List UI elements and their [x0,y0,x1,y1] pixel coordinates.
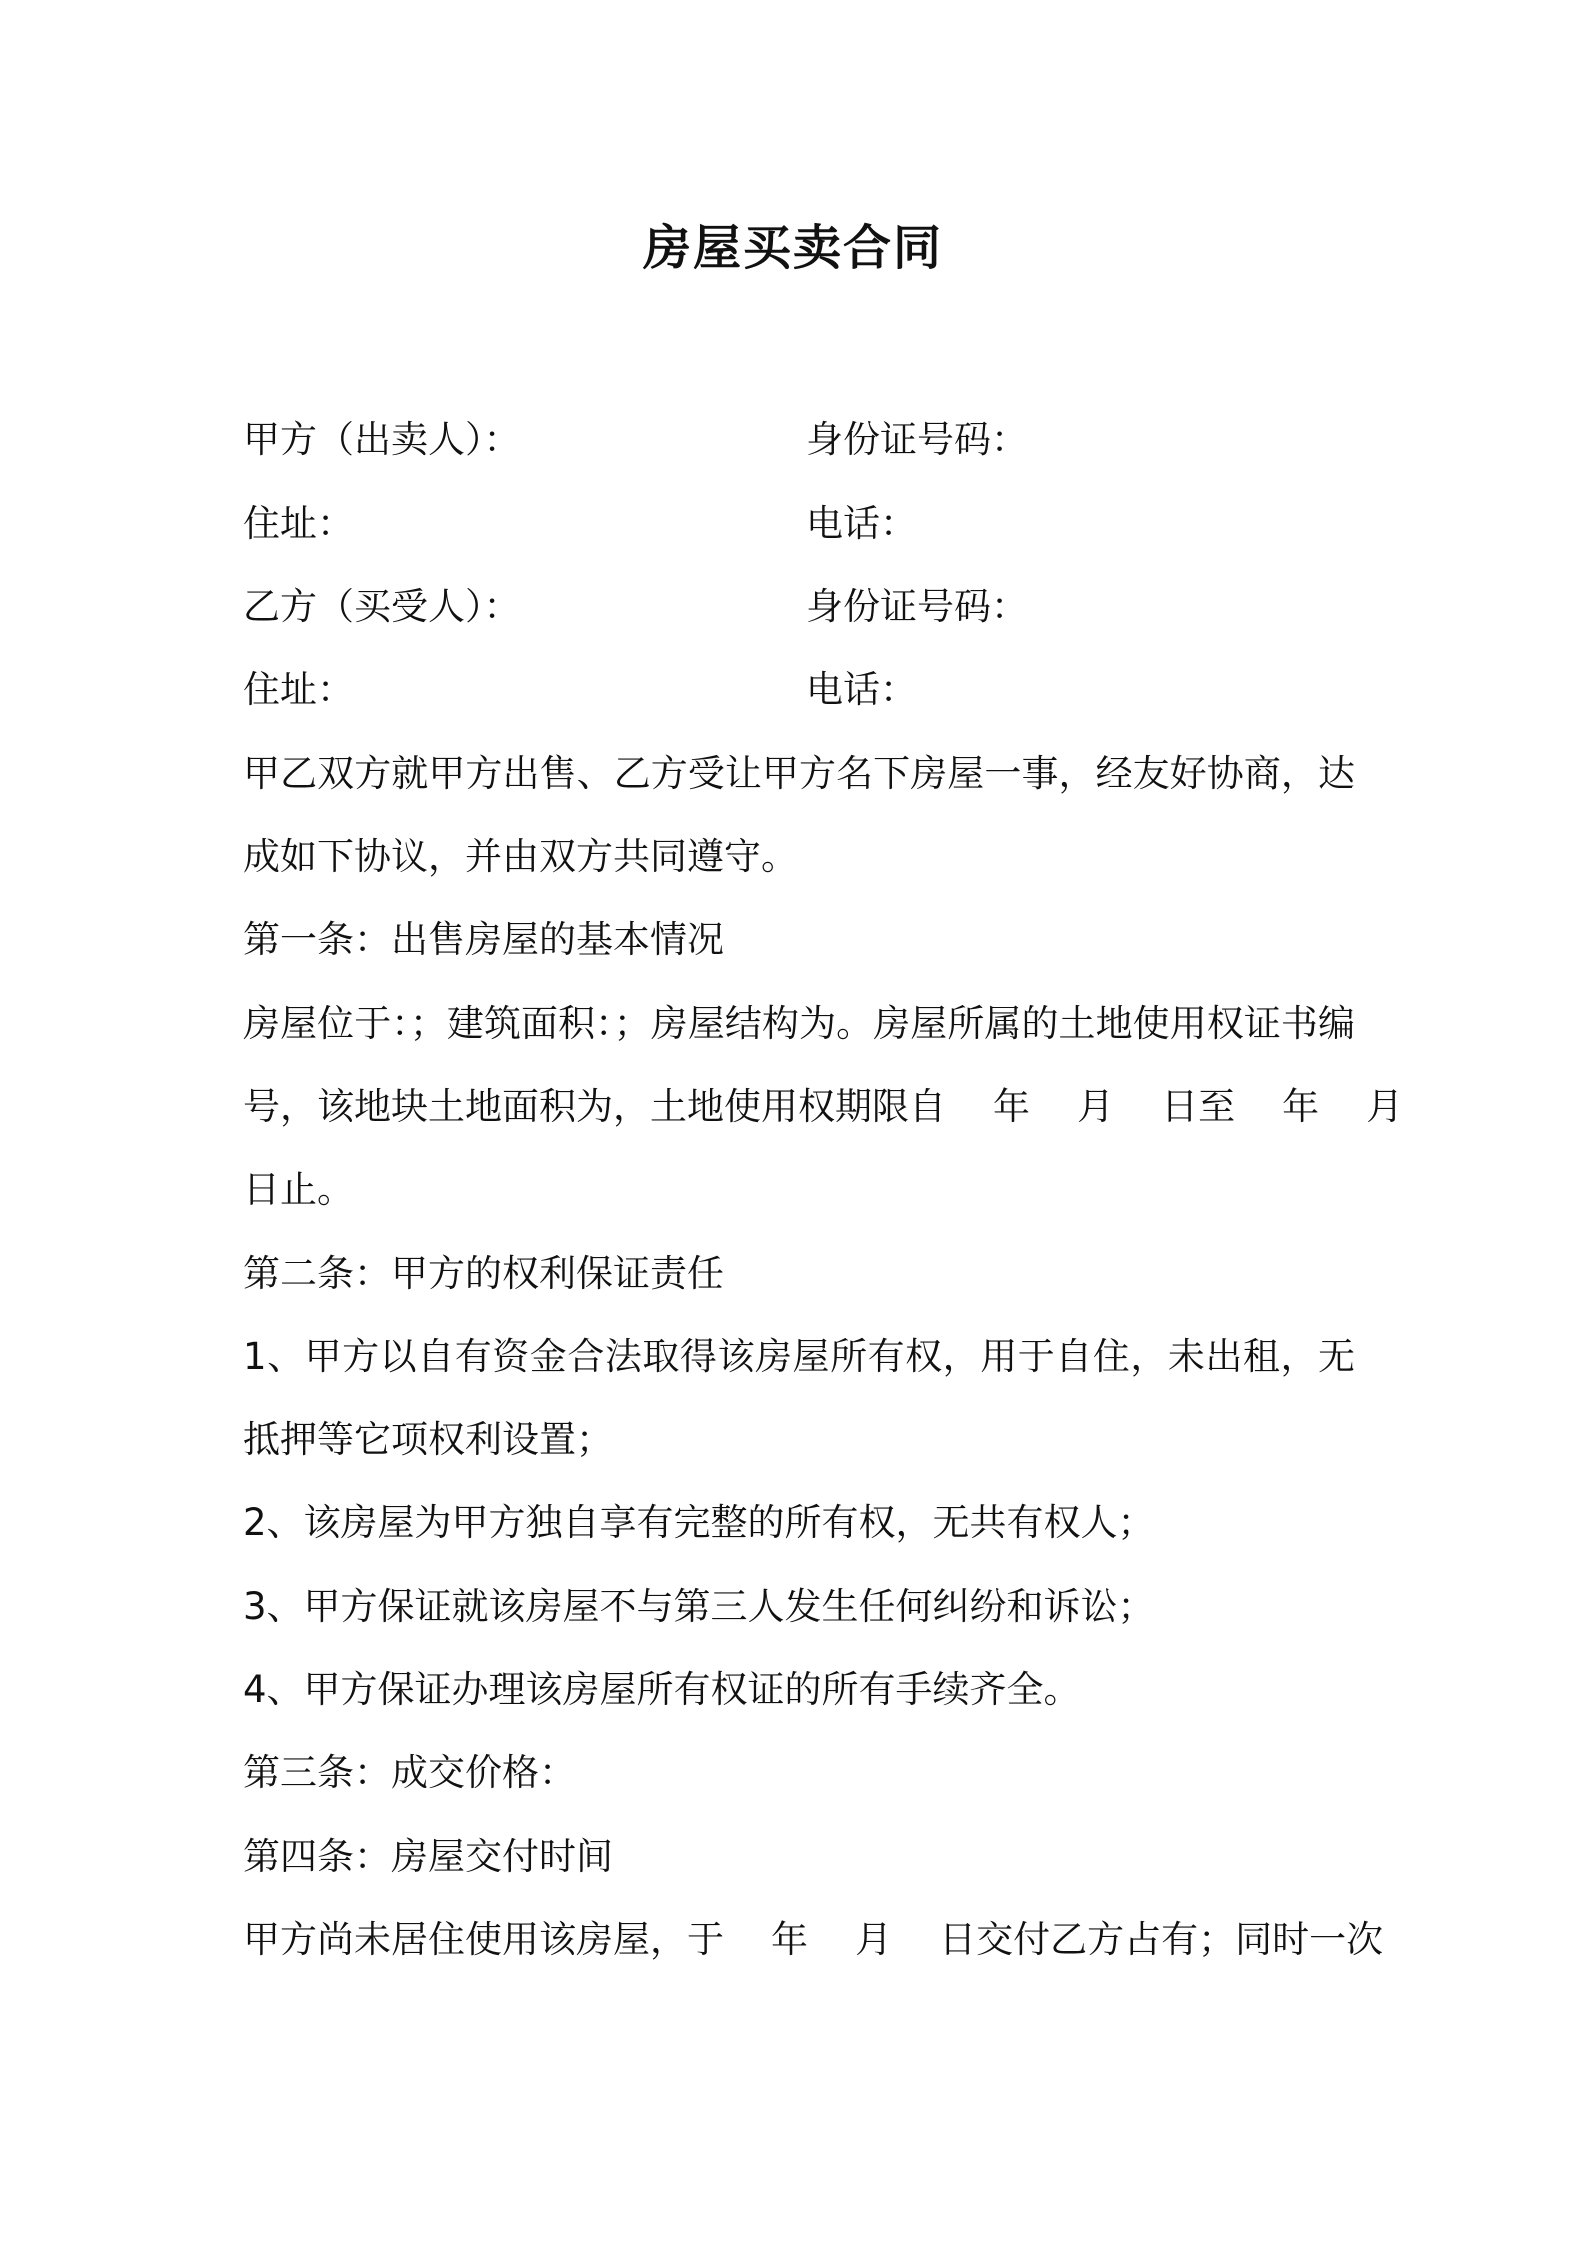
buyer-name-label: 乙方（买受人）： [243,585,521,628]
article-1-text-line: 房屋位于：；建筑面积：；房屋结构为。房屋所属的土地使用权证书编 [243,1002,1355,1045]
document-title: 房屋买卖合同 [642,220,943,276]
article-4-heading: 第四条：房屋交付时间 [243,1835,613,1878]
article-2-item: 3、甲方保证就该房屋不与第三人发生任何纠纷和诉讼； [243,1585,1155,1628]
article-3-heading: 第三条：成交价格： [243,1751,576,1794]
seller-name-label: 甲方（出卖人）： [243,418,521,461]
intro-paragraph-line: 成如下协议，并由双方共同遵守。 [243,835,798,878]
article-2-item: 抵押等它项权利设置； [243,1418,613,1461]
article-1-heading: 第一条：出售房屋的基本情况 [243,918,724,961]
seller-id-label: 身份证号码： [806,418,1028,461]
article-1-text-line: 日止。 [243,1168,354,1211]
buyer-id-label: 身份证号码： [806,585,1028,628]
seller-phone-label: 电话： [806,502,917,545]
article-2-heading: 第二条：甲方的权利保证责任 [243,1252,724,1295]
article-2-item: 2、该房屋为甲方独自享有完整的所有权，无共有权人； [243,1501,1155,1544]
buyer-address-label: 住址： [243,668,354,711]
intro-paragraph-line: 甲乙双方就甲方出售、乙方受让甲方名下房屋一事，经友好协商，达 [243,752,1355,795]
article-1-text-line: 号，该地块土地面积为，土地使用权期限自 年 月 日至 年 月 [243,1085,1404,1128]
seller-address-label: 住址： [243,502,354,545]
buyer-phone-label: 电话： [806,668,917,711]
article-4-text-line: 甲方尚未居住使用该房屋，于 年 月 日交付乙方占有；同时一次 [243,1918,1384,1961]
article-2-item: 4、甲方保证办理该房屋所有权证的所有手续齐全。 [243,1668,1081,1711]
article-2-item: 1、甲方以自有资金合法取得该房屋所有权，用于自住，未出租，无 [243,1335,1355,1378]
